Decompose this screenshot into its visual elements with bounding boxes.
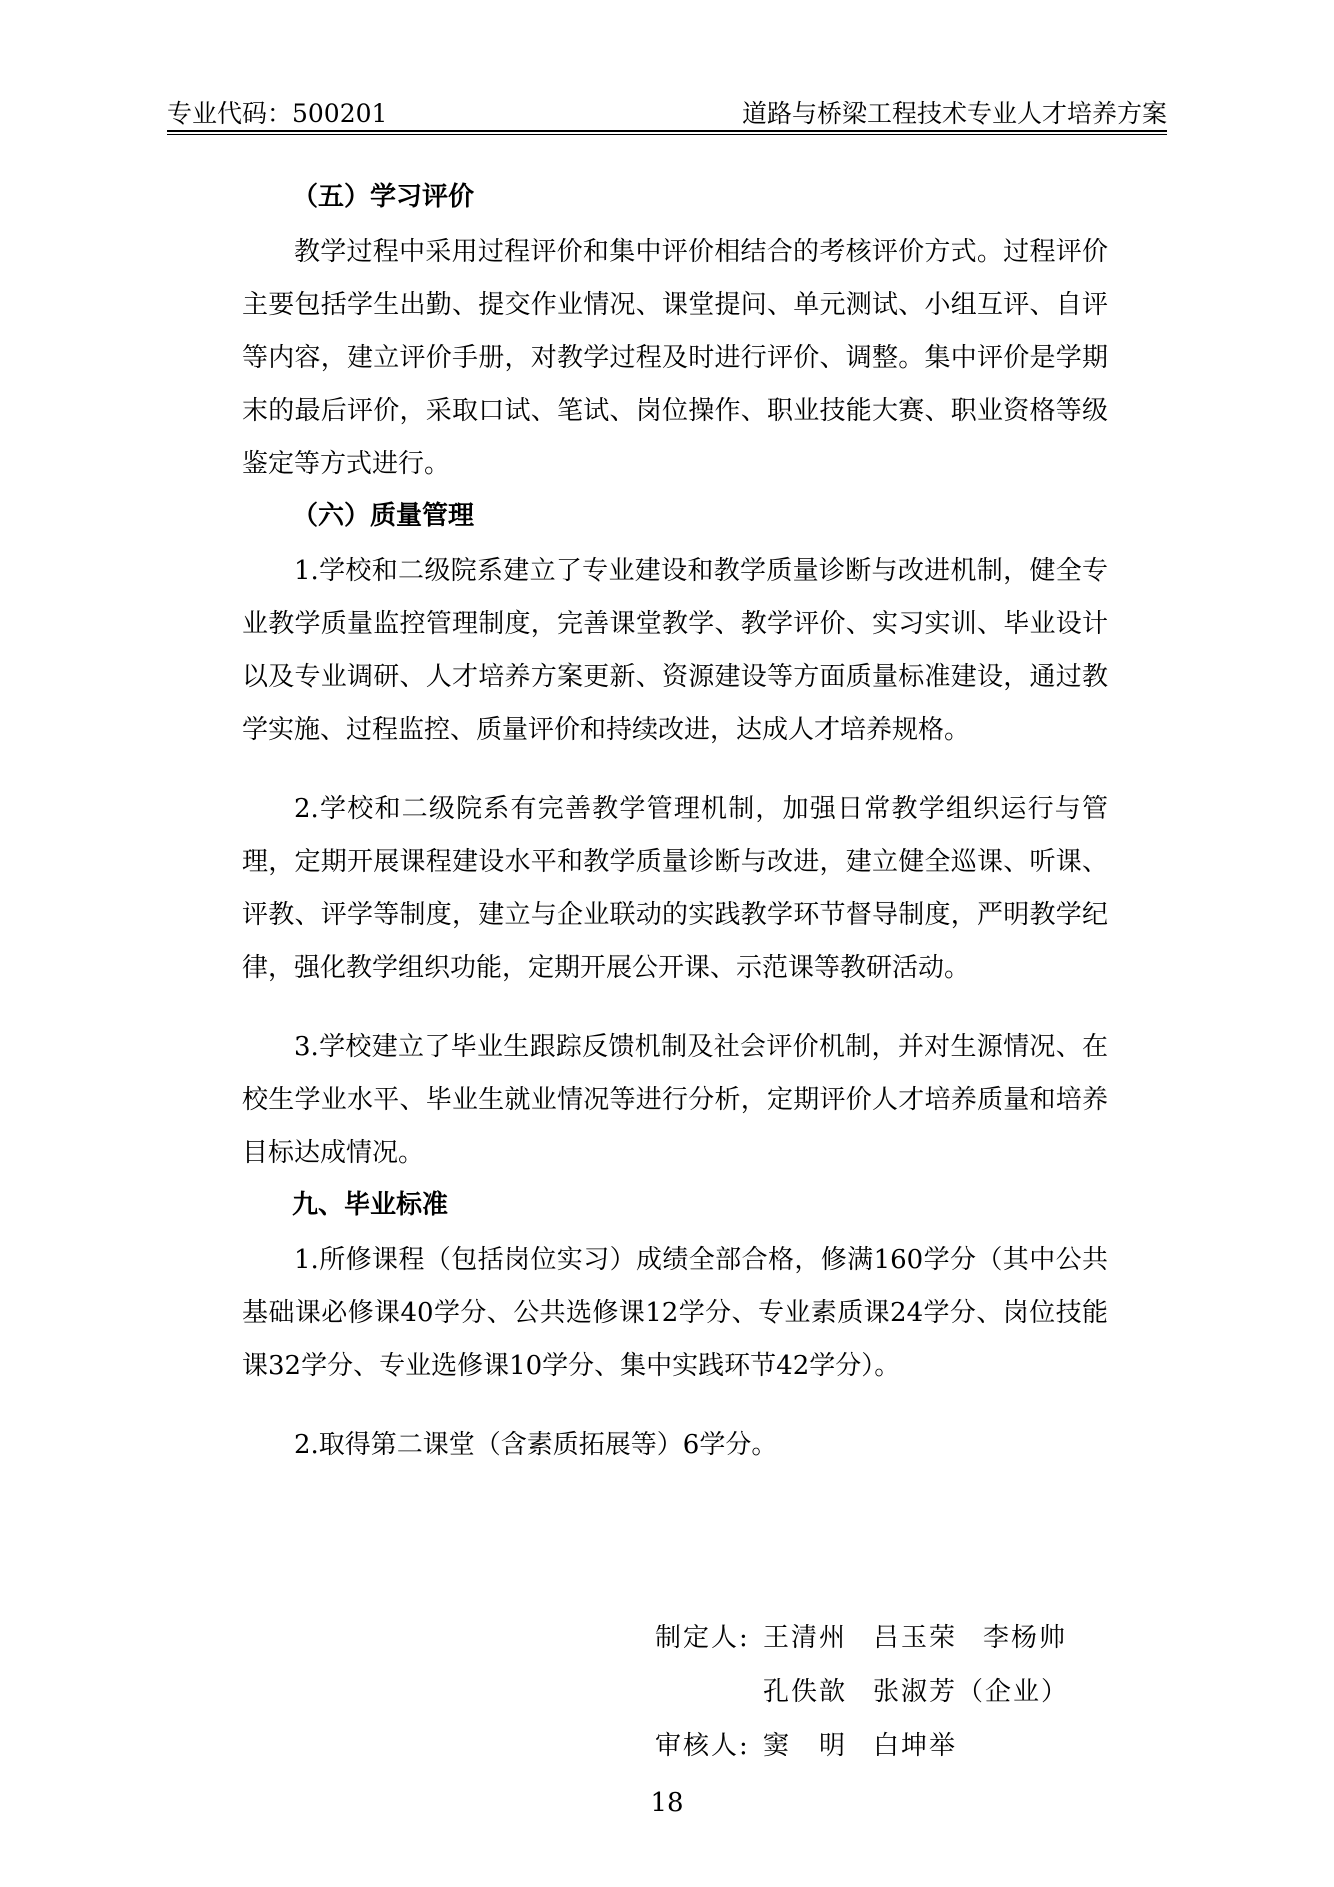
drafted-label: 制定人: [655, 1623, 750, 1653]
signature-reviewed [655, 1726, 983, 1766]
drafter-name: 李杨帅 [983, 1623, 1068, 1653]
drafter-name: 吕玉荣 [873, 1623, 958, 1653]
paragraph-learning-evaluation: 教学过程中采用过程评价和集中评价相结合的考核评价方式。过程评价主要包括学生出勤、提交作业情况、课堂提问、单元测试、小组互评、自评等内容，建立评价手册，对教学过程及时进行评价、调整。集中评价是学期末的最后评价，采取口试、笔试、岗位操作、职业技能大赛、职业资格等级鉴定等方式进行。 [242, 237, 1108, 479]
drafter-name: 孔佚歆 [763, 1677, 848, 1707]
paragraph-quality-2: 2.学校和二级院系有完善教学管理机制，加强日常教学组织运行与管理，定期开展课程建设水平和教学质量诊断与改进，建立健全巡课、听课、评教、评学等制度，建立与企业联动的实践教学环节督导制度，严明教学纪律，强化教学组织功能，定期开展公开课、示范课等教研活动。 [242, 794, 1108, 983]
section-heading-learning-evaluation: （五）学习评价 [292, 182, 475, 212]
drafter-name: 张淑芳（企业） [873, 1677, 1070, 1707]
major-code: 专业代码：500201 [167, 99, 388, 128]
page-number: 18 [650, 1788, 684, 1818]
signature-drafted [655, 1618, 1093, 1658]
reviewed-label: 审核人: [655, 1731, 750, 1761]
body-content [242, 172, 1108, 1472]
paragraph-graduation-2: 2.取得第二课堂（含素质拓展等）6学分。 [294, 1430, 778, 1460]
document-title: 道路与桥梁工程技术专业人才培养方案 [741, 99, 1167, 128]
page-header [167, 96, 1167, 132]
paragraph-graduation-1: 1.所修课程（包括岗位实习）成绩全部合格，修满160学分（其中公共基础课必修课40学分、公共选修课12学分、专业素质课24学分、岗位技能课32学分、专业选修课10学分、集中实践环节42学分）。 [242, 1245, 1108, 1381]
header-rule-thin [167, 134, 1167, 135]
reviewer-name: 白坤举 [873, 1731, 958, 1761]
signature-drafted-continued [655, 1672, 1093, 1712]
header-rule-thick [167, 130, 1167, 132]
reviewer-name: 窦 明 [763, 1731, 848, 1761]
section-heading-quality-management: （六）质量管理 [292, 501, 475, 531]
section-heading-graduation-standard: 九、毕业标准 [292, 1190, 449, 1220]
paragraph-quality-1: 1.学校和二级院系建立了专业建设和教学质量诊断与改进机制，健全专业教学质量监控管理制度，完善课堂教学、教学评价、实习实训、毕业设计以及专业调研、人才培养方案更新、资源建设等方面质量标准建设，通过教学实施、过程监控、质量评价和持续改进，达成人才培养规格。 [242, 556, 1108, 745]
paragraph-quality-3: 3.学校建立了毕业生跟踪反馈机制及社会评价机制，并对生源情况、在校生学业水平、毕业生就业情况等进行分析，定期评价人才培养质量和培养目标达成情况。 [242, 1032, 1108, 1168]
drafter-name: 王清州 [763, 1623, 848, 1653]
